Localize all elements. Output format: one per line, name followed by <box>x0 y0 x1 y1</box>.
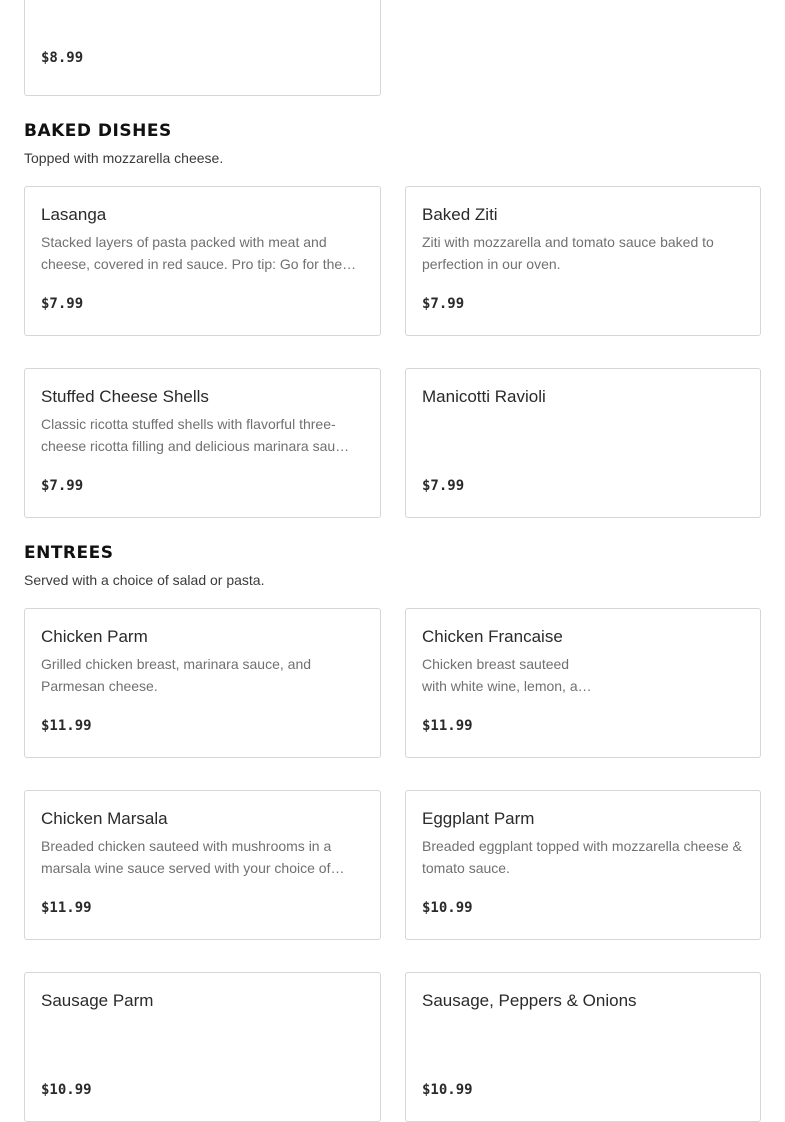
menu-item-card[interactable] <box>405 608 761 758</box>
menu-item-description: Grilled chicken breast, marinara sauce, and Parmesan cheese. <box>41 656 312 694</box>
menu-item-name: Stuffed Cheese Shells <box>41 387 209 406</box>
menu-item-price: $11.99 <box>41 718 92 734</box>
menu-item-card[interactable] <box>24 186 381 336</box>
menu-item-price: $10.99 <box>422 1082 473 1098</box>
menu-item-price: $10.99 <box>422 900 473 916</box>
menu-item-price: $7.99 <box>41 296 84 312</box>
menu-item-description: Stacked layers of pasta packed with meat and cheese, covered in red sauce. Pro tip: Go for the… <box>41 234 357 272</box>
menu-item-description: Ziti with mozzarella and tomato sauce baked to perfection in our oven. <box>422 234 714 272</box>
menu-item-name: Chicken Francaise <box>422 627 563 646</box>
menu-item-name: Chicken Parm <box>41 627 148 646</box>
menu-item-card[interactable] <box>405 186 761 336</box>
menu-item-price: $8.99 <box>41 50 84 66</box>
menu-item-description: Classic ricotta stuffed shells with flavorful three-cheese ricotta filling and delicious marinara sau… <box>41 416 350 454</box>
menu-item-description <box>41 0 366 1</box>
menu-item-card[interactable] <box>24 972 381 1122</box>
section-title: BAKED DISHES <box>24 121 172 141</box>
menu-item-name: Manicotti Ravioli <box>422 387 546 406</box>
menu-item-price: $11.99 <box>422 718 473 734</box>
menu-item-name: Eggplant Parm <box>422 809 535 828</box>
menu-item-description: Breaded eggplant topped with mozzarella cheese & tomato sauce. <box>422 838 742 876</box>
menu-item-card[interactable] <box>24 368 381 518</box>
menu-item-price: $10.99 <box>41 1082 92 1098</box>
menu-item-price: $7.99 <box>41 478 84 494</box>
menu-item-card[interactable] <box>405 790 761 940</box>
menu-item-price: $7.99 <box>422 296 465 312</box>
menu-item-name: Baked Ziti <box>422 205 498 224</box>
menu-item-price: $7.99 <box>422 478 465 494</box>
section-subtitle: Served with a choice of salad or pasta. <box>24 572 265 588</box>
menu-item-card[interactable] <box>24 790 381 940</box>
menu-item-name: Lasanga <box>41 205 107 224</box>
section-subtitle: Topped with mozzarella cheese. <box>24 150 224 166</box>
menu-item-description: Chicken breast sauteed with white wine, lemon, a… <box>422 656 592 694</box>
menu-item-card[interactable] <box>24 608 381 758</box>
menu-item-price: $11.99 <box>41 900 92 916</box>
menu-item-name: Sausage Parm <box>41 991 154 1010</box>
menu-item-description: Breaded chicken sauteed with mushrooms in a marsala wine sauce served with your choice of… <box>41 838 345 876</box>
menu-item-name: Chicken Marsala <box>41 809 168 828</box>
menu-item-card[interactable] <box>405 368 761 518</box>
menu-item-card[interactable] <box>405 972 761 1122</box>
section-title: ENTREES <box>24 543 114 563</box>
menu-item-card[interactable] <box>24 0 381 96</box>
menu-item-name: Sausage, Peppers & Onions <box>422 991 637 1010</box>
